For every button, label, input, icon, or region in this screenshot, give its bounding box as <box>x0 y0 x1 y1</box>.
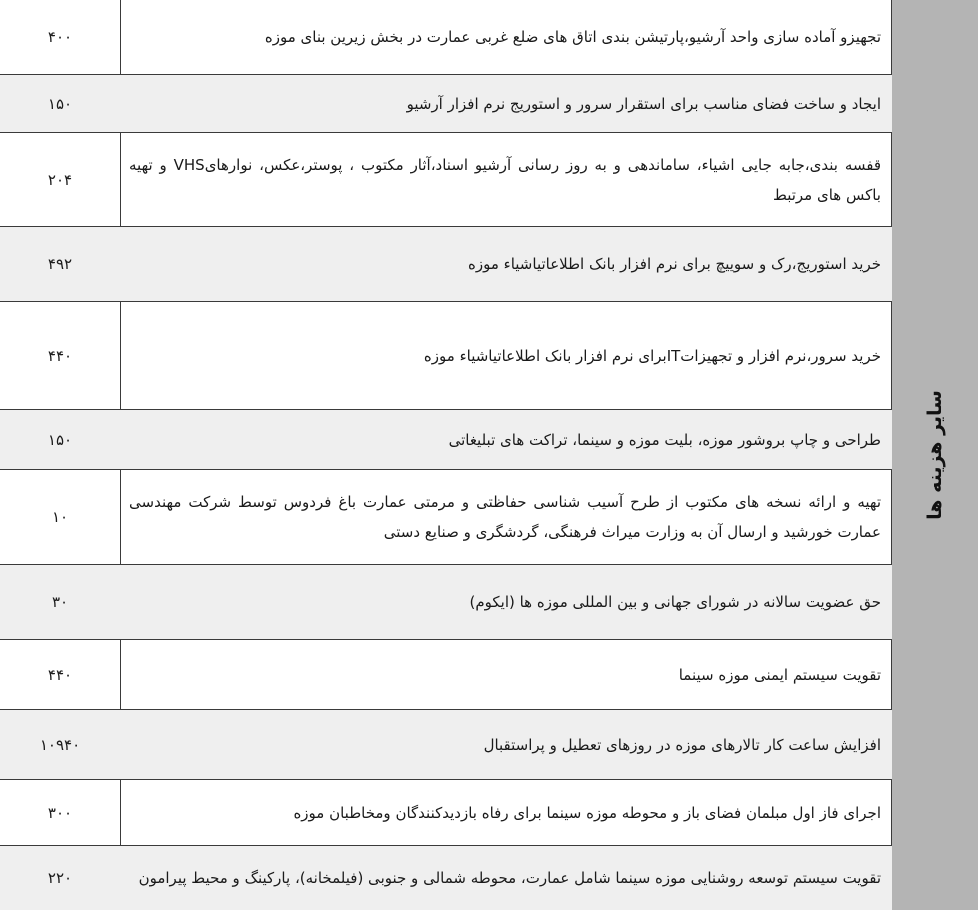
cost-value: ۱۵۰ <box>47 430 73 449</box>
table-row <box>0 410 892 470</box>
table-row <box>0 133 892 227</box>
table-row <box>0 302 892 410</box>
cost-value: ۴۰۰ <box>47 28 73 46</box>
cost-description: تجهیزو آماده سازی واحد آرشیو،پارتیشن بندی اتاق های ضلع غربی عمارت در بخش زیرین بنای موزه <box>264 28 881 46</box>
cost-description: افزایش ساعت کار تالارهای موزه در روزهای تعطیل و پراستقبال <box>483 735 881 754</box>
cost-value: ۴۹۲ <box>47 255 73 273</box>
cost-description: اجرای فاز اول مبلمان فضای باز و محوطه موزه سینما برای رفاه بازدیدکنندگان ومخاطبان موزه <box>293 803 881 822</box>
cost-description: خرید استوریج،رک و سوییچ برای نرم افزار بانک اطلاعاتیاشیاء موزه <box>468 255 881 273</box>
cost-description: حق عضویت سالانه در شورای جهانی و بین المللی موزه ها (ایکوم) <box>469 593 881 611</box>
cost-value: ۳۰۰ <box>47 803 73 822</box>
table-row <box>0 780 892 846</box>
table-row <box>0 0 892 75</box>
cost-value: ۴۴۰ <box>47 665 73 684</box>
table-row <box>0 640 892 710</box>
cost-description: قفسه بندی،جابه جایی اشیاء، ساماندهی و به روز رسانی آرشیو اسناد،آثار مکتوب ، پوستر،عکس، نوارهایVHS و تهیه باکس های مرتبط <box>129 155 881 204</box>
cost-value: ۱۰ <box>51 508 69 526</box>
table-row <box>0 710 892 780</box>
table-row <box>0 565 892 640</box>
category-column <box>892 0 978 910</box>
cost-description: خرید سرور،نرم افزار و تجهیزاتITبرای نرم افزار بانک اطلاعاتیاشیاء موزه <box>423 346 881 365</box>
cost-description: ایجاد و ساخت فضای مناسب برای استقرار سرور و استوریج نرم افزار آرشیو <box>406 94 881 113</box>
cost-description: طراحی و چاپ بروشور موزه، بلیت موزه و سینما، تراکت های تبلیغاتی <box>448 430 881 449</box>
table-row <box>0 227 892 302</box>
table-row <box>0 846 892 910</box>
cost-value: ۱۰۹۴۰ <box>39 735 81 754</box>
category-label: سایر هزینه ها <box>924 390 946 520</box>
cost-value: ۲۰۴ <box>47 170 73 189</box>
cost-value: ۲۲۰ <box>47 869 73 887</box>
cost-description: تهیه و ارائه نسخه های مکتوب از طرح آسیب شناسی حفاظتی و مرمتی عمارت باغ فردوس توسط شرکت مهندسی عمارت خورشید و ارسال آن به وزارت میراث فرهنگی، گردشگری و صنایع دستی <box>129 493 881 541</box>
cost-value: ۴۴۰ <box>47 346 73 365</box>
table-row <box>0 75 892 133</box>
cost-description: تقویت سیستم ایمنی موزه سینما <box>678 665 881 684</box>
table-row <box>0 470 892 565</box>
cost-value: ۱۵۰ <box>47 94 73 113</box>
cost-value: ۳۰ <box>51 593 69 611</box>
cost-description: تقویت سیستم توسعه روشنایی موزه سینما شامل عمارت، محوطه شمالی و جنوبی (فیلمخانه)، پارکینگ و محیط پیرامون <box>138 869 881 887</box>
